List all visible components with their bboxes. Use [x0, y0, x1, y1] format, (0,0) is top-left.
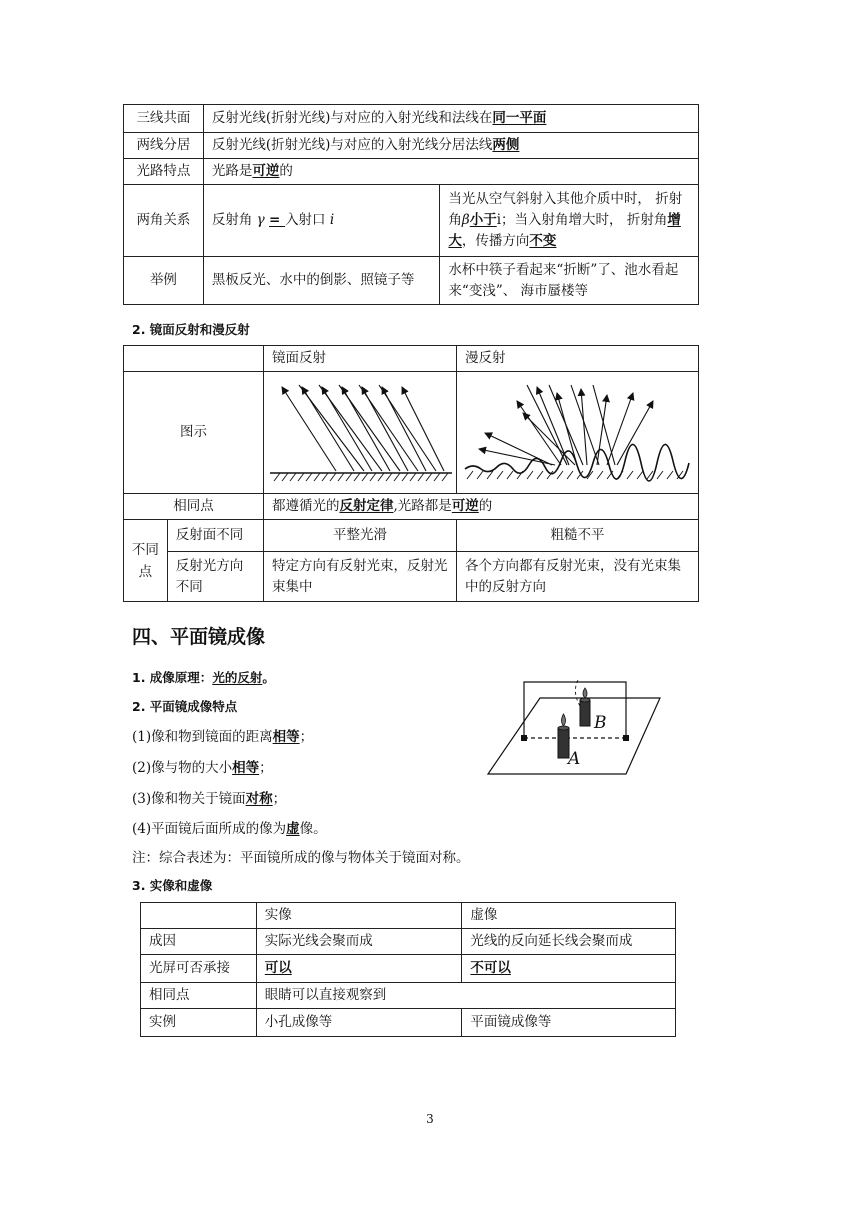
cell: 平面镜成像等 [462, 1009, 676, 1037]
col-real: 实像 [256, 903, 462, 929]
refraction-example: 水杯中筷子看起来“折断”了、池水看起来“变浅”、 海市蜃楼等 [440, 257, 699, 305]
real-virtual-image-table [140, 902, 676, 1037]
label-b: B [594, 713, 607, 733]
cell: 实际光线会聚而成 [256, 929, 462, 955]
row-label: 成因 [141, 929, 257, 955]
feature-4: (4)平面镜后面所成的像为虚像。 [132, 821, 327, 837]
diff2-diffuse: 各个方向都有反射光束，没有光束集中的反射方向 [457, 552, 699, 602]
row-text: 反射光线(折射光线)与对应的入射光线和法线在同一平面 [203, 105, 698, 133]
section-heading-plane-mirror: 四、平面镜成像 [132, 626, 266, 648]
diff1-diffuse: 粗糙不平 [457, 520, 699, 552]
reflection-angle-cell: 反射角 γ = 入射口 i [203, 185, 440, 257]
row-label: 实例 [141, 1009, 257, 1037]
cell: 可以 [256, 955, 462, 983]
note: 注：综合表述为：平面镜所成的像与物体关于镜面对称。 [132, 850, 470, 866]
mirror-corner-left [521, 735, 527, 741]
item-2: 2. 平面镜成像特点 [132, 699, 238, 714]
row-label: 相同点 [141, 983, 257, 1009]
feature-1: (1)像和物到镜面的距离相等； [132, 729, 314, 745]
specular-reflection-figure [264, 373, 456, 493]
refraction-angle-cell: 当光从空气斜射入其他介质中时， 折射角β小于i；当入射角增大时， 折射角增大，传播方向不变 [440, 185, 699, 257]
item-3: 3. 实像和虚像 [132, 878, 213, 893]
reflection-refraction-table [123, 104, 699, 305]
figure-row-label: 图示 [124, 372, 264, 494]
col-virtual: 虚像 [462, 903, 676, 929]
same-label: 相同点 [124, 494, 264, 520]
specular-figure-cell [264, 372, 457, 494]
plane-mirror-figure [482, 676, 664, 780]
cell: 光线的反向延长线会聚而成 [462, 929, 676, 955]
row-label: 两线分居 [124, 133, 204, 159]
row-label: 三线共面 [124, 105, 204, 133]
mirror-corner-right [623, 735, 629, 741]
col-diffuse: 漫反射 [457, 346, 699, 372]
diff1-specular: 平整光滑 [264, 520, 457, 552]
diff2-label: 反射光方向不同 [167, 552, 263, 602]
row-text: 光路是可逆的 [203, 159, 698, 185]
diffuse-reflection-figure [457, 373, 697, 493]
col-specular: 镜面反射 [264, 346, 457, 372]
feature-3: (3)像和物关于镜面对称； [132, 791, 287, 807]
row-label: 光路特点 [124, 159, 204, 185]
label-a: A [568, 749, 581, 769]
item-1: 1. 成像原理：光的反射。 [132, 670, 275, 685]
diffuse-figure-cell [457, 372, 699, 494]
row-text: 反射光线(折射光线)与对应的入射光线分居法线两侧 [203, 133, 698, 159]
diff2-specular: 特定方向有反射光束，反射光束集中 [264, 552, 457, 602]
cell: 不可以 [462, 955, 676, 983]
specular-diffuse-table [123, 345, 699, 602]
section-2-title: 2. 镜面反射和漫反射 [132, 322, 250, 337]
feature-2: (2)像与物的大小相等； [132, 760, 273, 776]
same-text: 都遵循光的反射定律,光路都是可逆的 [264, 494, 699, 520]
diff1-label: 反射面不同 [167, 520, 263, 552]
cell: 小孔成像等 [256, 1009, 462, 1037]
diff-label: 不同点 [124, 520, 168, 602]
row-label: 两角关系 [124, 185, 204, 257]
row-label: 举例 [124, 257, 204, 305]
page-number: 3 [426, 1112, 434, 1126]
reflection-example: 黑板反光、水中的倒影、照镜子等 [203, 257, 440, 305]
row-label: 光屏可否承接 [141, 955, 257, 983]
cell: 眼睛可以直接观察到 [256, 983, 675, 1009]
candle-b [575, 680, 590, 726]
